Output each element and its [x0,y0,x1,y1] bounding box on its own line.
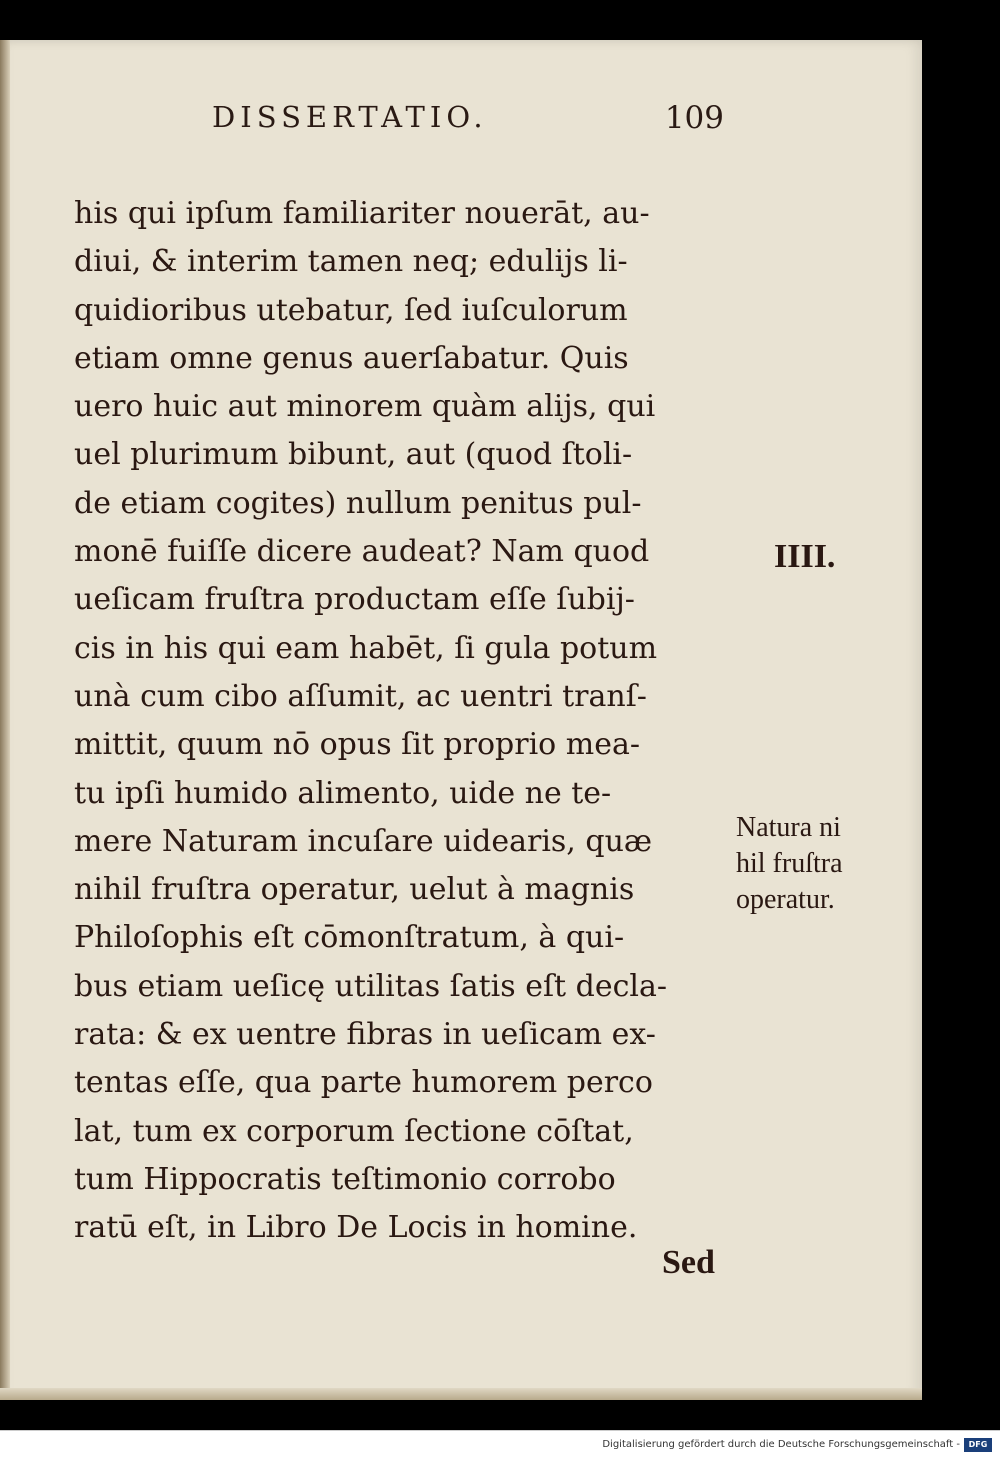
marginal-note-line: hil fruſtra [736,848,843,879]
text-line: etiam omne genus auerſabatur. Quis [74,340,629,376]
text-line: ueſicam fruſtra productam eſſe ſubij- [74,582,635,618]
text-line: monē fuiſſe dicere audeat? Nam quod [74,534,650,570]
book-page [0,40,922,1400]
text-line: unà cum cibo aſſumit, ac uentri tranſ- [74,678,647,714]
text-line: diui, & interim tamen neq; edulijs li- [74,244,628,280]
text-line: tu ipſi humido alimento, uide ne te- [74,775,612,811]
text-line: uel plurimum bibunt, aut (quod ſtoli- [74,437,633,473]
text-line: cis in his qui eam habēt, ſi gula potum [74,630,658,666]
marginal-note [736,810,904,918]
catchword: Sed [662,1244,715,1281]
text-line: tentas eſſe, qua parte humorem perco [74,1065,653,1101]
dfg-logo[interactable]: DFG [964,1438,992,1452]
marginal-section-number: IIII. [774,538,836,575]
text-line: rata: & ex uentre fibras in ueſicam ex- [74,1017,656,1053]
text-line: de etiam cogites) nullum penitus pul- [74,485,642,521]
running-title: DISSERTATIO. [212,100,488,134]
text-line: nihil fruſtra operatur, uelut à magnis [74,872,635,908]
text-line: ratū eſt, in Libro De Locis in homine. [74,1210,638,1246]
footer-bar [0,1430,1000,1461]
page-header [212,100,724,140]
text-line: tum Hippocratis teſtimonio corrobo [74,1161,616,1197]
marginal-note-line: Natura ni [736,812,841,843]
text-line: quidioribus utebatur, ſed iuſculorum [74,292,628,328]
page-number: 109 [664,100,724,136]
main-text-block [74,190,734,1253]
text-line: mere Naturam incuſare uidearis, quæ [74,823,653,859]
funding-credit: Digitalisierung gefördert durch die Deutsche Forschungsgemeinschaft - [602,1439,960,1450]
text-line: lat, tum ex corporum ſectione cōſtat, [74,1113,634,1149]
marginal-note-line: operatur. [736,884,835,915]
text-line: Philoſophis eſt cōmonſtratum, à qui- [74,920,625,956]
text-line: his qui ipſum familiariter nouerāt, au- [74,196,650,231]
text-line: uero huic aut minorem quàm alijs, qui [74,389,656,425]
text-line: bus etiam ueſicę utilitas ſatis eſt decla- [74,968,668,1004]
text-line: mittit, quum nō opus ſit proprio mea- [74,727,641,763]
